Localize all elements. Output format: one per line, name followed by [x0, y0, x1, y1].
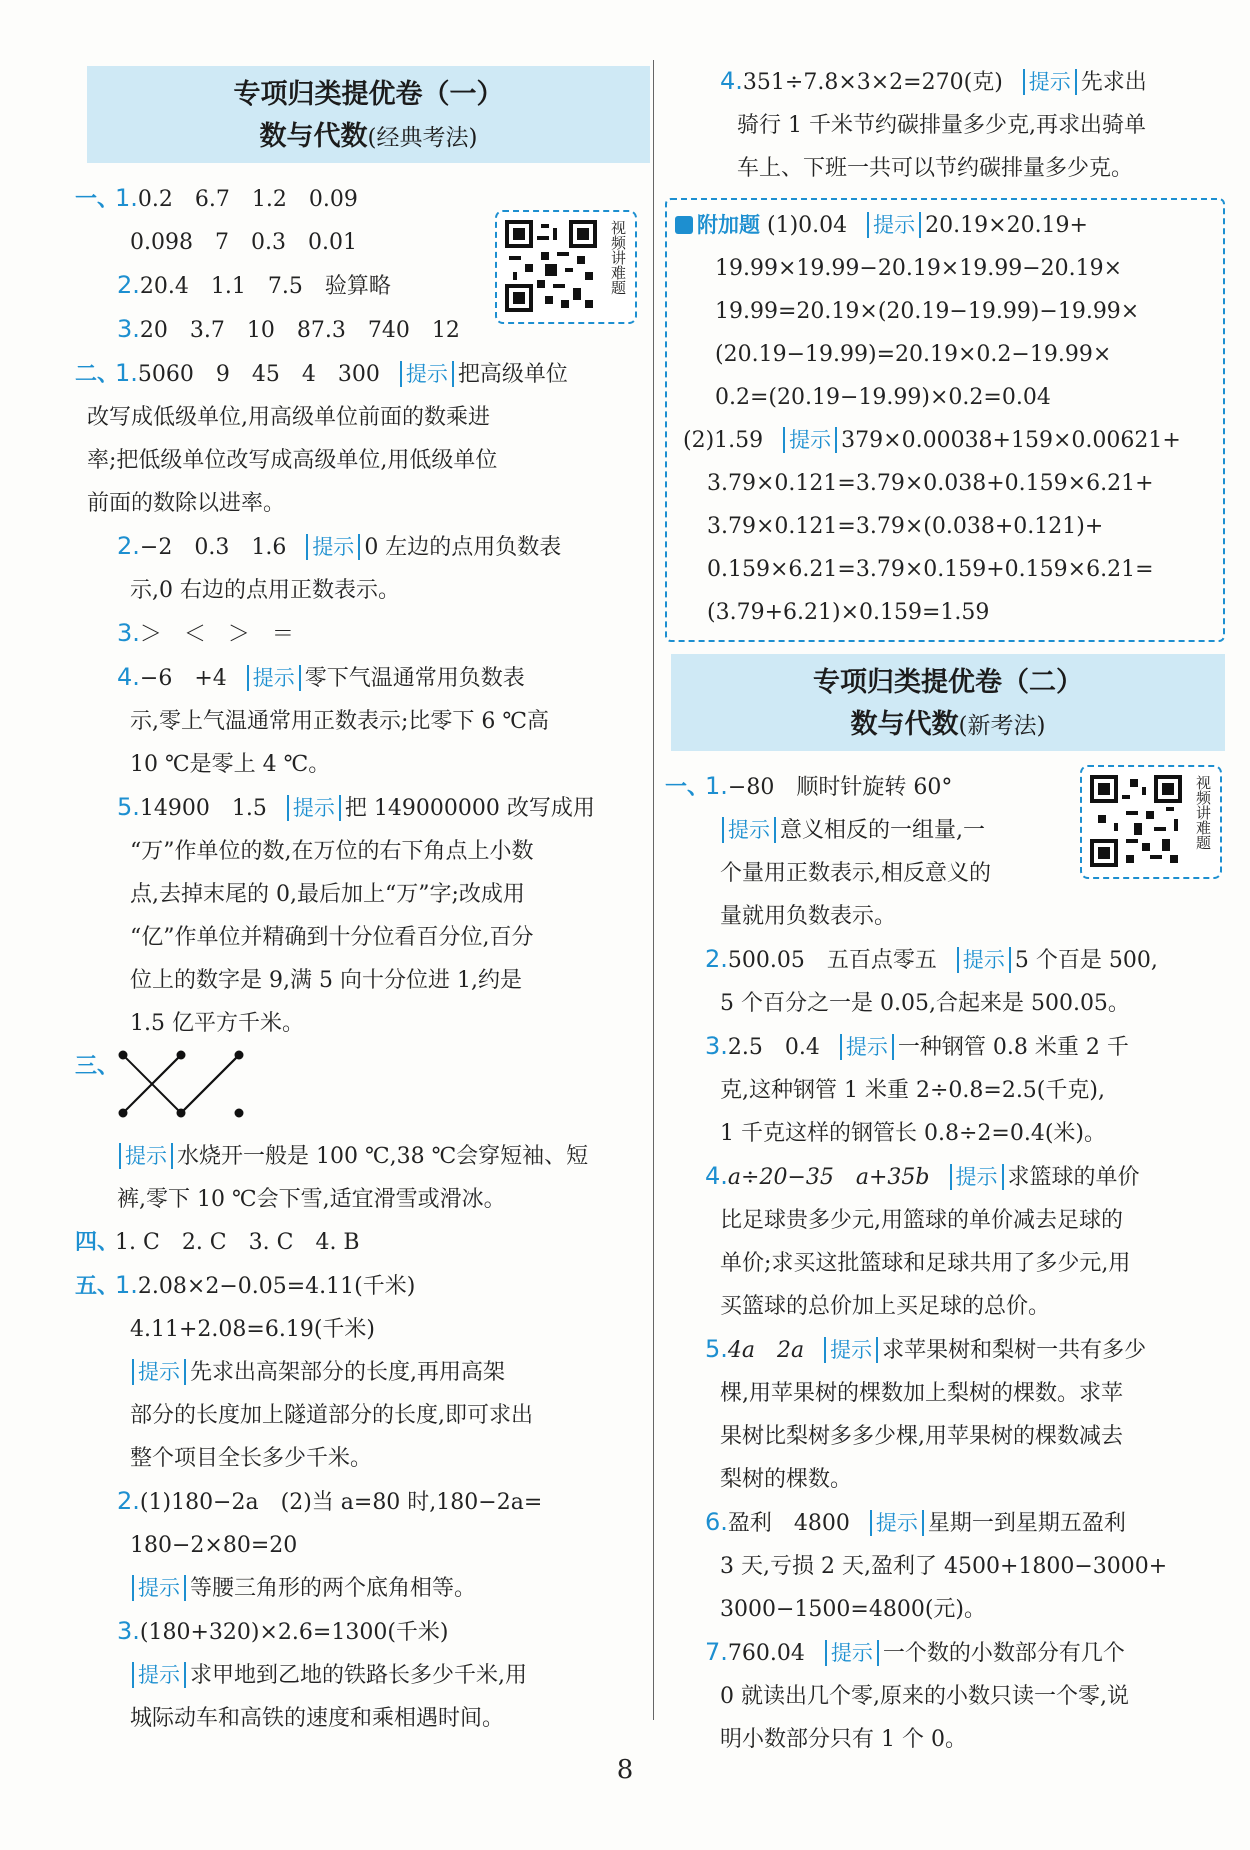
hint-text: 部分的长度加上隧道部分的长度,即可求出 [130, 1403, 533, 1428]
hint-label: 提示 [1023, 69, 1077, 95]
answer-line [665, 765, 1225, 809]
hint-text: 点,去掉末尾的 0,最后加上“万”字;改成用 [130, 882, 525, 907]
hint-label: 提示 [287, 795, 341, 821]
answer-line [75, 1697, 650, 1740]
hint-text: (3.79+6.21)×0.159=1.59 [707, 600, 990, 625]
hint-text: 意义相反的一组量,一 [780, 818, 985, 843]
hint-label: 提示 [950, 1164, 1004, 1190]
hint-text: 等腰三角形的两个底角相等。 [190, 1576, 477, 1601]
answer-text: 14900 1.5 [139, 796, 267, 821]
answer-line [75, 1480, 650, 1524]
question-number: 1. [115, 184, 138, 212]
answer-text: 760.04 [727, 1641, 805, 1666]
hint-text: 示,零上气温通常用正数表示;比零下 6 ℃高 [130, 709, 550, 734]
hint-text: 先求出 [1080, 70, 1147, 95]
hint-text: 3000−1500=4800(元)。 [720, 1597, 986, 1622]
hint-text: 10 ℃是零上 4 ℃。 [130, 752, 331, 777]
subtitle-note: (经典考法) [367, 125, 478, 151]
hint-text: 改写成低级单位,用高级单位前面的数乘进 [87, 405, 490, 430]
hint-label: 提示 [957, 947, 1011, 973]
hint-text: 率;把低级单位改写成高级单位,用低级单位 [87, 448, 498, 473]
hint-text: 果树比梨树多多少棵,用苹果树的棵数减去 [720, 1424, 1123, 1449]
hint-text: 1.5 亿平方千米。 [130, 1011, 304, 1036]
answer-text: 2.5 0.4 [727, 1035, 820, 1060]
answer-line [75, 1264, 650, 1308]
hint-text: 20.19×20.19+ [925, 213, 1088, 238]
answer-line [75, 264, 650, 308]
hint-label: 提示 [306, 534, 360, 560]
question-number: 1. [705, 772, 728, 800]
answer-line [665, 1242, 1225, 1285]
answer-line [665, 938, 1225, 982]
hint-label: 提示 [132, 1575, 186, 1601]
answer-line [75, 1610, 650, 1654]
section-title-box-1 [87, 66, 650, 163]
question-number: 2. [117, 532, 140, 560]
hint-label: 提示 [722, 817, 776, 843]
page-number: 8 [616, 1755, 634, 1785]
section-number: 三、 [75, 1054, 120, 1079]
column-divider [653, 60, 654, 1720]
hint-label: 提示 [840, 1034, 894, 1060]
answer-text: 4.11+2.08=6.19(千米) [130, 1317, 375, 1342]
section-subtitle [87, 116, 650, 159]
answer-text: 351÷7.8×3×2=270(克) [742, 70, 1003, 95]
answer-text: a÷20−35 a+35b [727, 1165, 930, 1190]
answer-line [665, 1155, 1225, 1199]
answer-line [75, 786, 650, 830]
answer-line [75, 482, 650, 525]
answer-line [75, 1135, 650, 1178]
answer-text: 180−2×80=20 [130, 1533, 298, 1558]
question-number: 2. [117, 271, 140, 299]
answer-line [675, 419, 1215, 462]
question-number: 3. [117, 1617, 140, 1645]
hint-text: 比足球贵多少元,用篮球的单价减去足球的 [720, 1208, 1123, 1233]
hint-label: 提示 [783, 427, 837, 453]
answer-line [665, 1415, 1225, 1458]
question-number: 5. [117, 793, 140, 821]
answer-line [665, 982, 1225, 1025]
hint-text: 3 天,亏损 2 天,盈利了 4500+1800−3000+ [720, 1554, 1168, 1579]
bonus-label [675, 213, 760, 237]
answer-text: 盈利 4800 [727, 1511, 850, 1536]
answer-line [75, 830, 650, 873]
bonus-label-text: 附加题 [697, 213, 760, 237]
question-number: 6. [705, 1508, 728, 1536]
question-number: 3. [117, 619, 140, 647]
hint-text: 城际动车和高铁的速度和乘相遇时间。 [130, 1706, 505, 1731]
hint-text: 星期一到星期五盈利 [927, 1511, 1126, 1536]
answer-line [665, 1501, 1225, 1545]
answer-line [665, 1025, 1225, 1069]
answer-line [75, 612, 650, 656]
answer-line [665, 895, 1225, 938]
hint-text: 一个数的小数部分有几个 [882, 1641, 1125, 1666]
answer-text: 0.2 6.7 1.2 0.09 [137, 187, 358, 212]
hint-text: 棵,用苹果树的棵数加上梨树的棵数。求苹 [720, 1381, 1123, 1406]
hint-text: 克,这种钢管 1 米重 2÷0.8=2.5(千克), [720, 1078, 1105, 1103]
answer-line [75, 1437, 650, 1480]
answer-line [75, 959, 650, 1002]
question-number: 7. [705, 1638, 728, 1666]
subtitle-main: 数与代数 [850, 709, 959, 740]
answer-text: (1)180−2a (2)当 a=80 时,180−2a= [139, 1490, 543, 1515]
hint-text: 5 个百分之一是 0.05,合起来是 500.05。 [720, 991, 1130, 1016]
hint-label: 提示 [825, 1640, 879, 1666]
question-number: 2. [705, 945, 728, 973]
hint-text: 个量用正数表示,相反意义的 [720, 861, 991, 886]
answer-line [75, 177, 650, 221]
hint-text: “万”作单位的数,在万位的右下角点上小数 [130, 839, 534, 864]
hint-text: 示,0 右边的点用正数表示。 [130, 578, 400, 603]
hint-text: 1 千克这样的钢管长 0.8÷2=0.4(米)。 [720, 1121, 1106, 1146]
answer-line [665, 1112, 1225, 1155]
answer-text: −80 顺时针旋转 60° [727, 775, 953, 800]
answer-line [665, 1069, 1225, 1112]
hint-text: 车上、下班一共可以节约碳排量多少克。 [737, 156, 1134, 181]
hint-label: 提示 [247, 665, 301, 691]
flag-icon [675, 216, 693, 234]
answer-line [665, 60, 1225, 104]
answer-line [675, 204, 1215, 247]
hint-text: 0 左边的点用负数表 [364, 535, 562, 560]
answer-line [665, 1545, 1225, 1588]
question-number: 1. [115, 1271, 138, 1299]
hint-text: 前面的数除以进率。 [87, 491, 286, 516]
answer-text: 1. C 2. C 3. C 4. B [115, 1230, 360, 1255]
hint-text: 0.2=(20.19−19.99)×0.2=0.04 [715, 385, 1051, 410]
answer-line [665, 852, 1225, 895]
qr-caption: 视频讲难题 [1194, 775, 1212, 850]
hint-text: 单价;求买这批篮球和足球共用了多少元,用 [720, 1251, 1131, 1276]
answer-text: (180+320)×2.6=1300(千米) [139, 1620, 449, 1645]
answer-line [665, 104, 1225, 147]
hint-text: 一种钢管 0.8 米重 2 千 [897, 1035, 1129, 1060]
question-number: 3. [705, 1032, 728, 1060]
answer-line [675, 462, 1215, 505]
hint-text: 整个项目全长多少千米。 [130, 1446, 373, 1471]
hint-text: 0.159×6.21=3.79×0.159+0.159×6.21= [707, 557, 1154, 582]
hint-text: 求苹果树和梨树一共有多少 [882, 1338, 1147, 1363]
answer-line [75, 700, 650, 743]
answer-text: 20 3.7 10 87.3 740 12 [139, 318, 460, 343]
hint-label: 提示 [870, 1510, 924, 1536]
hint-text: 位上的数字是 9,满 5 向十分位进 1,约是 [130, 968, 522, 993]
hint-text: 求甲地到乙地的铁路长多少千米,用 [190, 1663, 527, 1688]
answer-line [75, 569, 650, 612]
section-two-body [665, 765, 1225, 1761]
hint-text: 骑行 1 千米节约碳排量多少克,再求出骑单 [737, 113, 1146, 138]
answer-line [75, 308, 650, 352]
answer-line [675, 247, 1215, 290]
hint-text: 把 149000000 改写成用 [344, 796, 595, 821]
hint-text: 3.79×0.121=3.79×(0.038+0.121)+ [707, 514, 1104, 539]
hint-text: 把高级单位 [457, 362, 568, 387]
section-title: 专项归类提优卷（二） [813, 667, 1083, 698]
hint-text: “亿”作单位并精确到十分位看百分位,百分 [130, 925, 534, 950]
section-title: 专项归类提优卷（一） [233, 79, 504, 110]
answer-line [675, 591, 1215, 634]
hint-text: 19.99=20.19×(20.19−19.99)−19.99× [715, 299, 1140, 324]
answer-line [665, 1458, 1225, 1501]
hint-text: 量就用负数表示。 [720, 904, 897, 929]
hint-text: 零下气温通常用负数表 [304, 666, 525, 691]
subtitle-note: (新考法) [958, 713, 1046, 739]
answer-line [75, 396, 650, 439]
answer-line [675, 505, 1215, 548]
subtitle-main: 数与代数 [259, 121, 368, 152]
answer-line [75, 916, 650, 959]
question-number: 1. [115, 359, 138, 387]
hint-text: 裤,零下 10 ℃会下雪,适宜滑雪或滑冰。 [117, 1187, 506, 1212]
answer-line [75, 1654, 650, 1697]
hint-label: 提示 [824, 1337, 878, 1363]
answer-line [75, 352, 650, 396]
answer-line [675, 290, 1215, 333]
answer-line [665, 147, 1225, 190]
section-number: 一、 [665, 775, 710, 800]
answer-line [75, 873, 650, 916]
question-number: 2. [117, 1487, 140, 1515]
answer-line [75, 1351, 650, 1394]
answer-text: (1)0.04 [767, 213, 848, 238]
answer-line [675, 376, 1215, 419]
answer-line [75, 525, 650, 569]
hint-text: 5 个百是 500, [1014, 948, 1158, 973]
answer-text: 0.098 7 0.3 0.01 [130, 230, 357, 255]
section-number: 二、 [75, 362, 120, 387]
question-number: 4. [117, 663, 140, 691]
answer-line [665, 1675, 1225, 1718]
answer-line [75, 1045, 650, 1135]
hint-label: 提示 [132, 1662, 186, 1688]
matching-lines-diagram [117, 1047, 247, 1123]
bonus-question-box [665, 198, 1225, 642]
answer-line [75, 1002, 650, 1045]
hint-label: 提示 [400, 361, 454, 387]
hint-text: 379×0.00038+159×0.00621+ [841, 428, 1181, 453]
answer-line [675, 333, 1215, 376]
answer-text: 5060 9 45 4 300 [137, 362, 380, 387]
question-number: 3. [117, 315, 140, 343]
hint-text: (20.19−19.99)=20.19×0.2−19.99× [715, 342, 1112, 367]
answer-text: −2 0.3 1.6 [139, 535, 287, 560]
answer-line [75, 656, 650, 700]
hint-text: 0 就读出几个零,原来的小数只读一个零,说 [720, 1684, 1129, 1709]
hint-text: 3.79×0.121=3.79×0.038+0.159×6.21+ [707, 471, 1154, 496]
hint-label: 提示 [119, 1143, 173, 1169]
hint-text: 明小数部分只有 1 个 0。 [720, 1727, 967, 1752]
answer-line [665, 809, 1225, 852]
hint-text: 水烧开一般是 100 ℃,38 ℃会穿短袖、短 [177, 1144, 589, 1169]
hint-text: 求篮球的单价 [1007, 1165, 1140, 1190]
answer-line [665, 1199, 1225, 1242]
answer-line [665, 1372, 1225, 1415]
answer-text: 20.4 1.1 7.5 验算略 [139, 274, 391, 299]
answer-line [75, 743, 650, 786]
section-subtitle [671, 704, 1225, 747]
answer-text: −6 +4 [139, 666, 227, 691]
answer-line [665, 1631, 1225, 1675]
answer-text: 2.08×2−0.05=4.11(千米) [137, 1274, 416, 1299]
answer-line [75, 439, 650, 482]
hint-text: 买篮球的总价加上买足球的总价。 [720, 1294, 1051, 1319]
answer-line [75, 1524, 650, 1567]
section-number: 五、 [75, 1274, 120, 1299]
section-number: 四、 [75, 1230, 120, 1255]
answer-text: (2)1.59 [683, 428, 764, 453]
answer-line [75, 1221, 650, 1264]
left-column [75, 60, 650, 1740]
answer-line [75, 221, 650, 264]
section-number: 一、 [75, 187, 120, 212]
answer-line [665, 1328, 1225, 1372]
answer-line [75, 1308, 650, 1351]
hint-text: 先求出高架部分的长度,再用高架 [190, 1360, 505, 1385]
answer-line [75, 1178, 650, 1221]
answer-line [665, 1588, 1225, 1631]
section-title-box-2 [671, 654, 1225, 751]
answer-line [665, 1285, 1225, 1328]
hint-label: 提示 [132, 1359, 186, 1385]
answer-line [75, 1394, 650, 1437]
hint-text: 19.99×19.99−20.19×19.99−20.19× [715, 256, 1123, 281]
question-number: 4. [705, 1162, 728, 1190]
answer-line [75, 1567, 650, 1610]
qr-caption: 视频讲难题 [609, 220, 627, 295]
hint-text: 梨树的棵数。 [720, 1467, 853, 1492]
question-number: 4. [720, 67, 743, 95]
answer-text: ＞ ＜ ＞ ＝ [139, 622, 294, 647]
question-number: 5. [705, 1335, 728, 1363]
answer-text: 4a 2a [727, 1338, 805, 1363]
right-column [665, 60, 1225, 1761]
answer-text: 500.05 五百点零五 [727, 948, 937, 973]
hint-label: 提示 [867, 212, 921, 238]
answer-line [675, 548, 1215, 591]
